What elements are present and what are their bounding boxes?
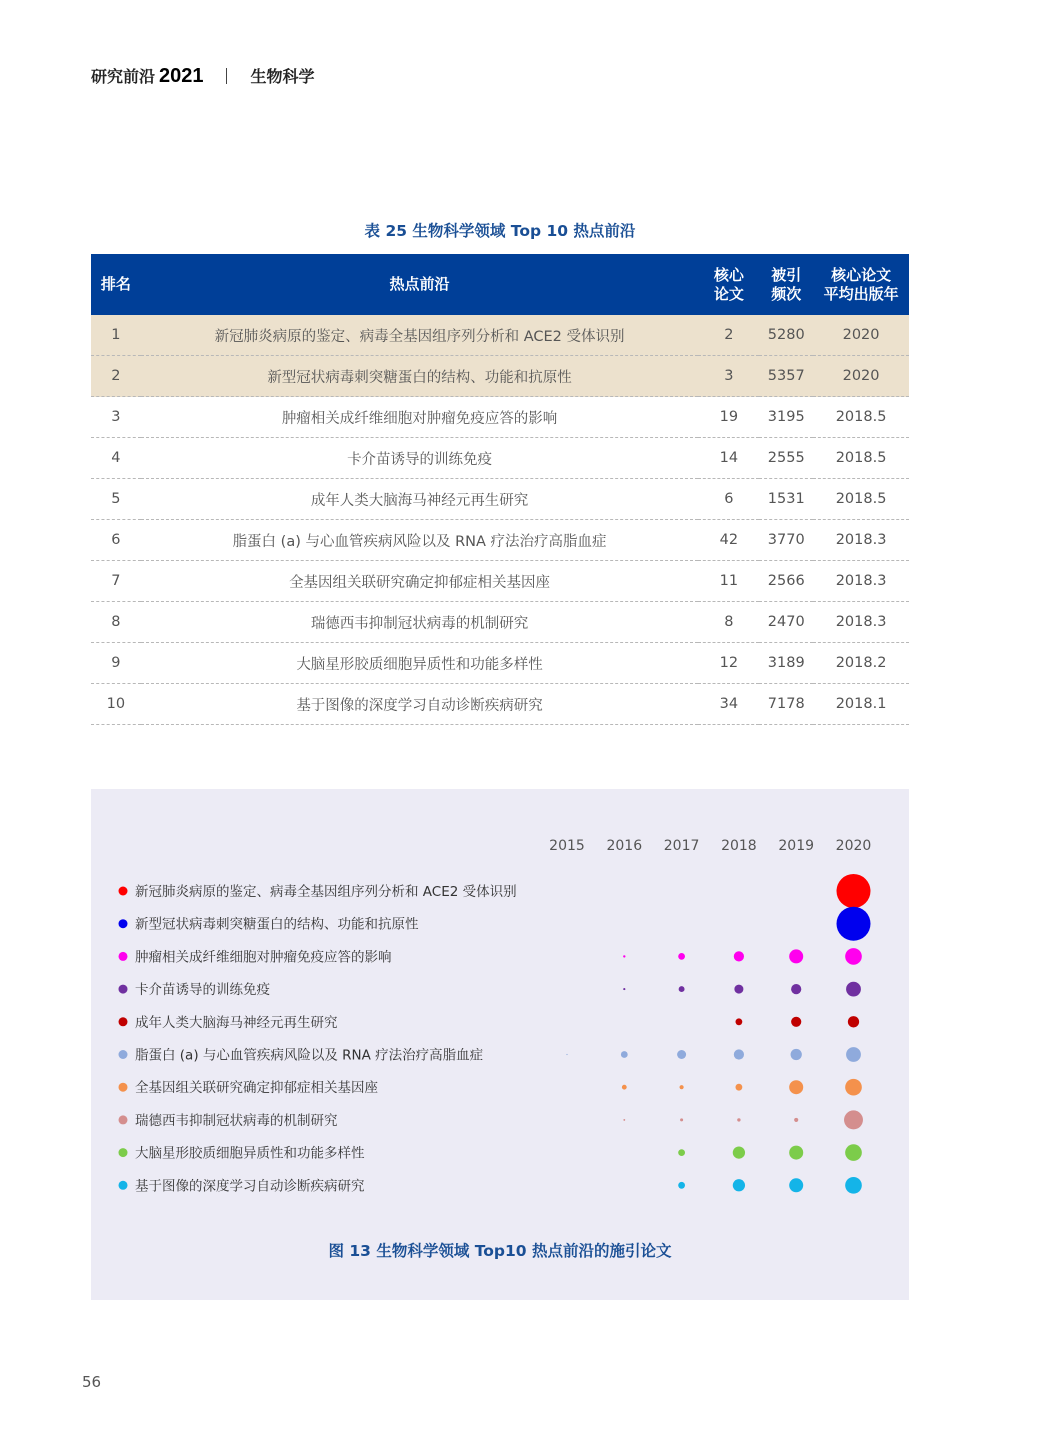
cell-avg-year: 2018.2 — [813, 643, 909, 684]
legend-marker — [119, 1017, 128, 1026]
cell-rank: 3 — [91, 397, 141, 438]
series-year: 2021 — [159, 65, 204, 87]
bubble-point — [622, 1085, 627, 1090]
cell-core-papers: 11 — [698, 561, 759, 602]
cell-rank: 10 — [91, 684, 141, 725]
series-label: 瑞德西韦抑制冠状病毒的机制研究 — [135, 1112, 338, 1129]
bubble-point — [734, 951, 744, 961]
cell-core-papers: 42 — [698, 520, 759, 561]
cell-topic: 脂蛋白 (a) 与心血管疾病风险以及 RNA 疗法治疗高脂血症 — [141, 520, 699, 561]
cell-avg-year: 2018.5 — [813, 397, 909, 438]
table-row — [91, 315, 909, 356]
table-row — [91, 356, 909, 397]
running-header — [91, 64, 315, 92]
table-row — [91, 397, 909, 438]
cell-topic: 瑞德西韦抑制冠状病毒的机制研究 — [141, 602, 699, 643]
series-label: 卡介苗诱导的训练免疫 — [135, 982, 270, 999]
cell-citations: 3770 — [759, 520, 813, 561]
cell-topic: 成年人类大脑海马神经元再生研究 — [141, 479, 699, 520]
legend-marker — [119, 1050, 128, 1059]
cell-avg-year: 2020 — [813, 315, 909, 356]
bubble-point — [623, 955, 625, 957]
header-divider — [226, 68, 227, 84]
table-row — [91, 561, 909, 602]
cell-citations: 2470 — [759, 602, 813, 643]
citing-papers-figure — [91, 789, 909, 1300]
bubble-point — [837, 874, 871, 908]
bubble-point — [846, 982, 861, 997]
page-number: 56 — [82, 1373, 102, 1391]
header-topic: 热点前沿 — [141, 254, 699, 315]
table-row — [91, 684, 909, 725]
cell-core-papers: 3 — [698, 356, 759, 397]
year-tick-label: 2019 — [778, 838, 815, 854]
legend-marker — [119, 1148, 128, 1157]
year-tick-label: 2015 — [549, 838, 585, 854]
cell-core-papers: 12 — [698, 643, 759, 684]
series-label: 基于图像的深度学习自动诊断疾病研究 — [135, 1178, 365, 1195]
legend-marker — [119, 985, 128, 994]
cell-rank: 2 — [91, 356, 141, 397]
bubble-point — [791, 1017, 801, 1027]
bubble-point — [733, 1146, 745, 1158]
bubble-point — [680, 1118, 683, 1121]
series-label: 新型冠状病毒刺突糖蛋白的结构、功能和抗原性 — [135, 916, 419, 933]
bubble-point — [679, 986, 685, 992]
cell-citations: 5357 — [759, 356, 813, 397]
bubble-point — [733, 1179, 745, 1191]
cell-core-papers: 34 — [698, 684, 759, 725]
section-title: 生物科学 — [250, 67, 315, 86]
hot-fronts-table — [91, 254, 909, 725]
series-title: 研究前沿 — [91, 67, 156, 86]
cell-avg-year: 2018.5 — [813, 479, 909, 520]
cell-topic: 基于图像的深度学习自动诊断疾病研究 — [141, 684, 699, 725]
cell-citations: 1531 — [759, 479, 813, 520]
bubble-point — [844, 1110, 863, 1129]
cell-citations: 3195 — [759, 397, 813, 438]
cell-rank: 4 — [91, 438, 141, 479]
bubble-point — [789, 1080, 803, 1094]
cell-core-papers: 2 — [698, 315, 759, 356]
series-label: 新冠肺炎病原的鉴定、病毒全基因组序列分析和 ACE2 受体识别 — [135, 884, 517, 900]
bubble-point — [791, 1049, 802, 1060]
bubble-point — [680, 1085, 684, 1089]
table-row — [91, 479, 909, 520]
header-rank: 排名 — [91, 254, 141, 315]
cell-core-papers: 8 — [698, 602, 759, 643]
bubble-point — [789, 1178, 803, 1192]
bubble-point — [794, 1118, 798, 1122]
bubble-point — [623, 988, 625, 990]
cell-topic: 大脑星形胶质细胞异质性和功能多样性 — [141, 643, 699, 684]
cell-core-papers: 14 — [698, 438, 759, 479]
cell-rank: 5 — [91, 479, 141, 520]
bubble-point — [678, 953, 685, 960]
bubble-point — [846, 1047, 861, 1062]
table-header-row — [91, 254, 909, 315]
bubble-point — [734, 1049, 744, 1059]
bubble-point — [677, 1050, 686, 1059]
bubble-point — [848, 1016, 859, 1027]
header-avg-year: 核心论文 平均出版年 — [813, 254, 909, 315]
header-core-papers: 核心 论文 — [698, 254, 759, 315]
table-row — [91, 520, 909, 561]
bubble-point — [734, 985, 743, 994]
legend-marker — [119, 1083, 128, 1092]
cell-rank: 8 — [91, 602, 141, 643]
bubble-point — [845, 1144, 862, 1161]
year-tick-label: 2017 — [663, 838, 700, 854]
cell-avg-year: 2018.3 — [813, 602, 909, 643]
cell-avg-year: 2018.1 — [813, 684, 909, 725]
cell-avg-year: 2018.5 — [813, 438, 909, 479]
bubble-point — [737, 1118, 740, 1121]
bubble-point — [566, 1054, 567, 1055]
cell-topic: 新型冠状病毒刺突糖蛋白的结构、功能和抗原性 — [141, 356, 699, 397]
cell-rank: 7 — [91, 561, 141, 602]
year-tick-label: 2016 — [606, 838, 643, 854]
bubble-point — [789, 949, 803, 963]
cell-topic: 全基因组关联研究确定抑郁症相关基因座 — [141, 561, 699, 602]
bubble-point — [845, 948, 862, 965]
legend-marker — [119, 952, 128, 961]
bubble-point — [621, 1051, 628, 1058]
bubble-point — [678, 1149, 685, 1156]
table-caption: 表 25 生物科学领域 Top 10 热点前沿 — [364, 222, 636, 240]
bubble-point — [845, 1079, 862, 1096]
cell-rank: 9 — [91, 643, 141, 684]
cell-core-papers: 6 — [698, 479, 759, 520]
cell-citations: 7178 — [759, 684, 813, 725]
legend-marker — [119, 919, 128, 928]
cell-rank: 1 — [91, 315, 141, 356]
series-label: 肿瘤相关成纤维细胞对肿瘤免疫应答的影响 — [135, 949, 392, 966]
table-row — [91, 643, 909, 684]
legend-marker — [119, 887, 128, 896]
bubble-point — [791, 984, 801, 994]
bubble-point — [678, 1182, 685, 1189]
year-tick-label: 2018 — [721, 838, 757, 854]
series-label: 成年人类大脑海马神经元再生研究 — [135, 1014, 338, 1031]
series-label: 脂蛋白 (a) 与心血管疾病风险以及 RNA 疗法治疗高脂血症 — [135, 1047, 484, 1064]
cell-topic: 卡介苗诱导的训练免疫 — [141, 438, 699, 479]
cell-citations: 2555 — [759, 438, 813, 479]
bubble-point — [789, 1146, 803, 1160]
cell-rank: 6 — [91, 520, 141, 561]
cell-topic: 肿瘤相关成纤维细胞对肿瘤免疫应答的影响 — [141, 397, 699, 438]
bubble-point — [736, 1018, 743, 1025]
series-label: 大脑星形胶质细胞异质性和功能多样性 — [135, 1145, 365, 1162]
cell-citations: 2566 — [759, 561, 813, 602]
bubble-point — [837, 907, 871, 941]
table-row — [91, 602, 909, 643]
legend-marker — [119, 1181, 128, 1190]
bubble-point — [845, 1177, 862, 1194]
bubble-chart — [91, 789, 909, 1229]
legend-marker — [119, 1115, 128, 1124]
cell-core-papers: 19 — [698, 397, 759, 438]
cell-avg-year: 2018.3 — [813, 520, 909, 561]
year-tick-label: 2020 — [835, 838, 872, 854]
cell-avg-year: 2018.3 — [813, 561, 909, 602]
figure-caption: 图 13 生物科学领域 Top10 热点前沿的施引论文 — [328, 1242, 672, 1260]
bubble-point — [623, 1119, 625, 1121]
cell-avg-year: 2020 — [813, 356, 909, 397]
header-citations: 被引 频次 — [759, 254, 813, 315]
cell-citations: 3189 — [759, 643, 813, 684]
cell-topic: 新冠肺炎病原的鉴定、病毒全基因组序列分析和 ACE2 受体识别 — [141, 315, 699, 356]
table-row — [91, 438, 909, 479]
bubble-point — [736, 1084, 743, 1091]
series-label: 全基因组关联研究确定抑郁症相关基因座 — [135, 1080, 378, 1097]
cell-citations: 5280 — [759, 315, 813, 356]
